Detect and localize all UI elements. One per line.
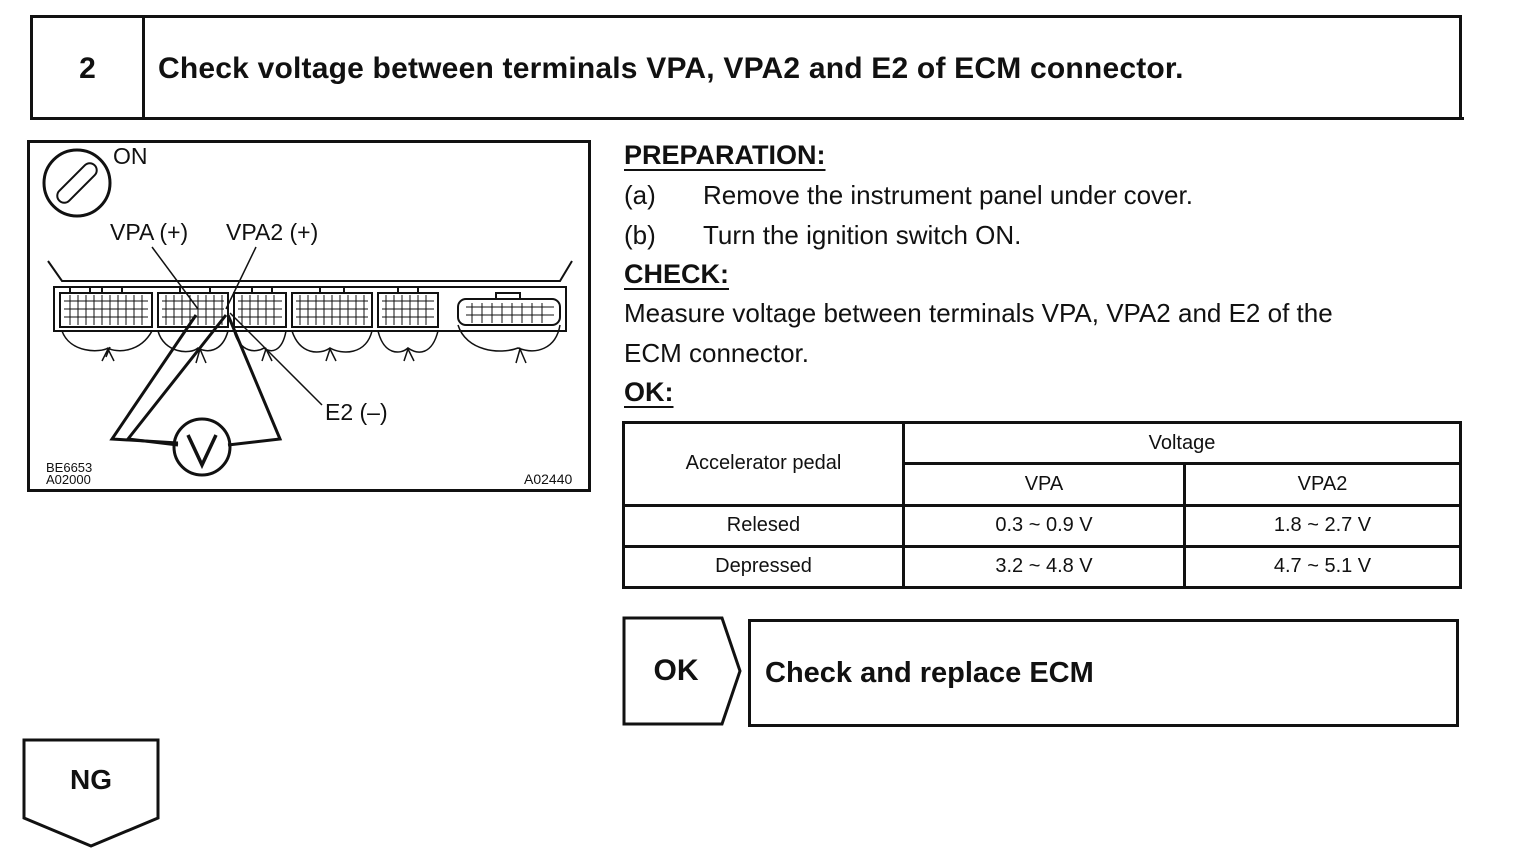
e2-terminal-label: E2 (–) [325,399,388,425]
step-header [30,15,1462,119]
voltage-spec-table [622,421,1462,589]
connector-illustration [30,143,588,489]
step-number: 2 [33,18,145,119]
ignition-on-label: ON [113,143,148,169]
ignition-key-icon [44,150,110,216]
preparation-heading: PREPARATION: [624,140,826,170]
table-header-voltage: Voltage [904,423,1461,464]
ecm-connector-diagram [27,140,591,492]
vpa2-terminal-label: VPA2 (+) [226,219,319,245]
table-cell-condition: Depressed [624,546,904,587]
table-cell-vpa: 3.2 ~ 4.8 V [904,546,1185,587]
prep-item-b-text: Turn the ignition switch ON. [703,220,1022,250]
probe-leads [112,315,280,445]
check-line-1: Measure voltage between terminals VPA, VPA2 and E2 of the [624,298,1333,328]
prep-item-a-mark: (a) [624,180,656,210]
check-line-2: ECM connector. [624,338,809,368]
ref-code-2: A02000 [46,472,91,487]
vpa-terminal-label: VPA (+) [110,219,189,245]
ok-action-box: Check and replace ECM [748,619,1459,727]
prep-item-b-mark: (b) [624,220,656,250]
prep-item-a-text: Remove the instrument panel under cover. [703,180,1193,210]
table-cell-vpa: 0.3 ~ 0.9 V [904,505,1185,546]
table-cell-condition: Relesed [624,505,904,546]
ng-flow-label: NG [70,764,112,795]
table-cell-vpa2: 1.8 ~ 2.7 V [1185,505,1461,546]
voltmeter-icon [174,419,230,475]
table-row [624,505,1461,546]
table-cell-vpa2: 4.7 ~ 5.1 V [1185,546,1461,587]
ref-code-1: BE6653 [46,460,93,475]
table-row [624,546,1461,587]
table-header-vpa: VPA [904,464,1185,505]
ok-heading: OK: [624,377,674,407]
table-header-pedal: Accelerator pedal [624,423,904,506]
table-header-vpa2: VPA2 [1185,464,1461,505]
figure-code: A02440 [524,471,573,487]
ecm-housing [48,261,572,281]
check-heading: CHECK: [624,259,729,289]
ok-flow-label: OK [653,654,699,687]
step-title: Check voltage between terminals VPA, VPA2 and E2 of ECM connector. [158,51,1184,85]
